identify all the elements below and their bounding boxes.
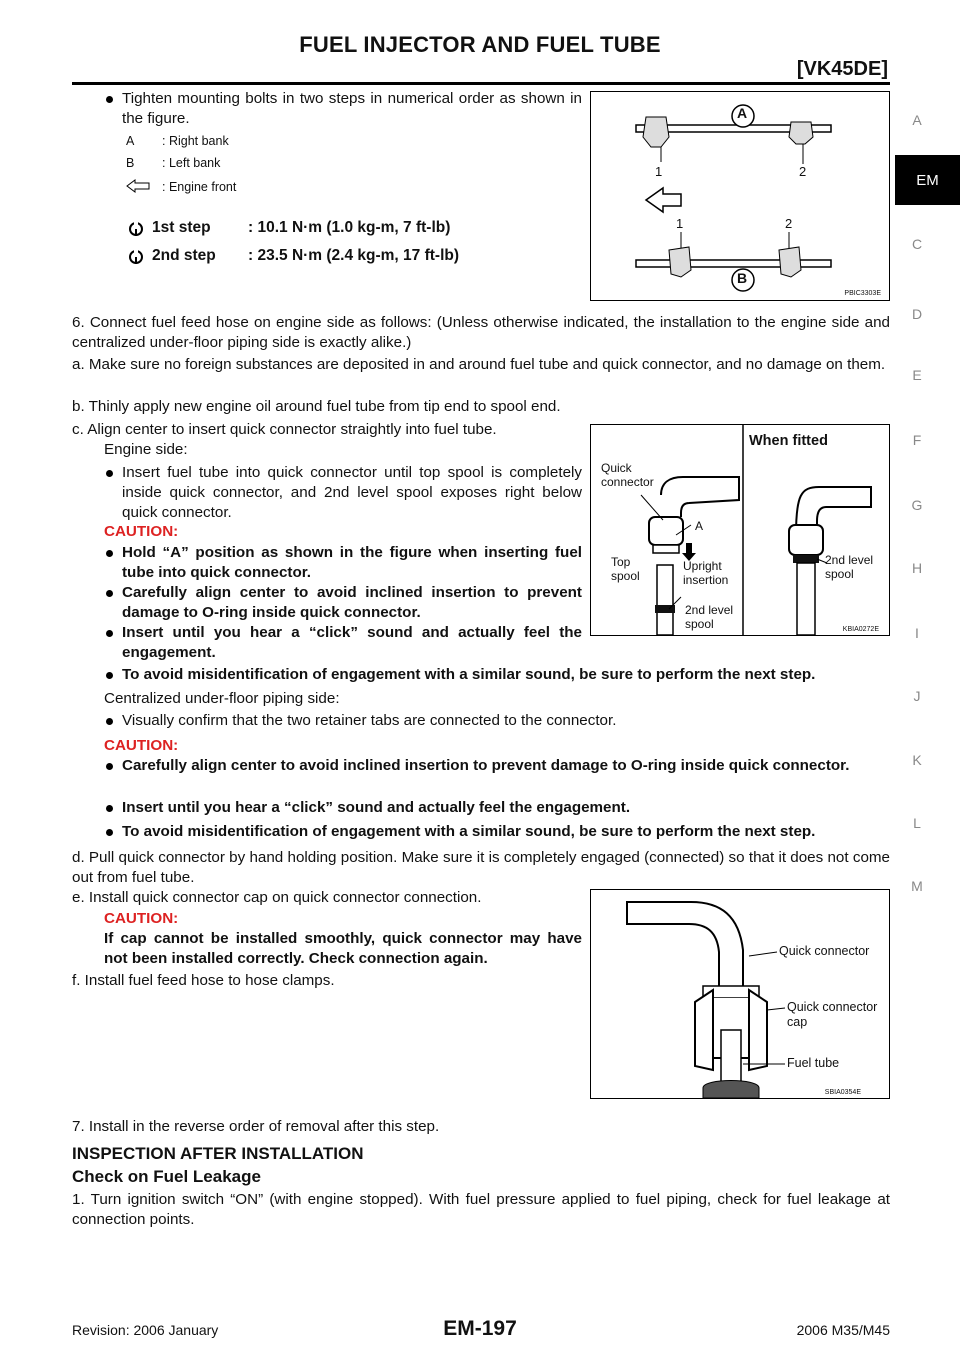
- figure-bolt-order: [590, 91, 890, 301]
- index-letter-k[interactable]: K: [912, 752, 922, 768]
- bolt-label-1: 1: [676, 216, 684, 231]
- legend-left-bank: : Left bank: [162, 156, 221, 170]
- retainer-check: Visually confirm that the two retainer tabs are connected to the connector.: [122, 712, 617, 729]
- legend-key-a: A: [126, 134, 135, 148]
- legend-key-b: B: [126, 156, 135, 170]
- legend-right-bank: : Right bank: [162, 134, 229, 148]
- torque-step-2: 2nd step: [152, 247, 216, 264]
- inspection-step-1: 1. Turn ignition switch “ON” (with engine stopped). With fuel pressure applied to fuel piping, check for fuel leakage at connection points.: [72, 1191, 890, 1228]
- upright-insertion-label: Upright insertion: [683, 559, 729, 587]
- index-letter-h[interactable]: H: [911, 560, 923, 576]
- bullet-dot: [106, 672, 113, 679]
- position-a-label: A: [695, 519, 704, 533]
- page-number: EM-197: [443, 1317, 517, 1340]
- tighten-instruction: Tighten mounting bolts in two steps in numerical order as shown in the figure.: [122, 90, 582, 127]
- insert-instruction: Insert fuel tube into quick connector until top spool is completely inside quick connector, and 2nd level spool exposes right below quick connector.: [122, 464, 582, 521]
- caution-label: CAUTION:: [104, 523, 179, 540]
- inspection-heading: INSPECTION AFTER INSTALLATION: [72, 1144, 364, 1163]
- index-letter-c[interactable]: C: [911, 236, 923, 252]
- engine-code: [VK45DE]: [796, 58, 888, 80]
- figure-code: PBIC3303E: [844, 290, 881, 297]
- index-letter-l[interactable]: L: [913, 815, 921, 831]
- caution-align-2: Carefully align center to avoid inclined insertion to prevent damage to O-ring inside quick connector.: [122, 757, 850, 774]
- index-letter-f[interactable]: F: [912, 432, 922, 448]
- engine-front-arrow-icon: [126, 179, 150, 193]
- legend-engine-front: : Engine front: [162, 180, 237, 194]
- bullet-dot: [106, 805, 113, 812]
- fuel-leakage-heading: Check on Fuel Leakage: [72, 1167, 261, 1186]
- caution-click-2: Insert until you hear a “click” sound and actually feel the engagement.: [122, 799, 631, 816]
- torque-value-2: : 23.5 N·m (2.4 kg-m, 17 ft-lb): [248, 247, 460, 264]
- torque-wrench-icon: [128, 249, 144, 265]
- step-f: f. Install fuel feed hose to hose clamps.: [72, 972, 335, 989]
- caution-click: Insert until you hear a “click” sound and actually feel the engagement.: [122, 624, 582, 661]
- bullet-dot: [106, 630, 113, 637]
- step-d: d. Pull quick connector by hand holding position. Make sure it is completely engaged (connected) so that it does not come out from fuel tube.: [72, 849, 890, 886]
- when-fitted-label: When fitted: [749, 433, 828, 449]
- page-title: FUEL INJECTOR AND FUEL TUBE: [299, 32, 661, 57]
- bullet-dot: [106, 470, 113, 477]
- figure-quick-connector: [590, 424, 890, 636]
- caution-label: CAUTION:: [104, 910, 179, 927]
- figure-code: SBIA0354E: [824, 1089, 861, 1096]
- index-letter-a[interactable]: A: [912, 112, 922, 128]
- bullet-dot: [106, 829, 113, 836]
- quick-connector-label: Quick connector: [601, 461, 654, 489]
- torque-wrench-icon: [128, 221, 144, 237]
- model-name: 2006 M35/M45: [796, 1322, 890, 1338]
- underfloor-label: Centralized under-floor piping side:: [104, 690, 340, 707]
- step-6: 6. Connect fuel feed hose on engine side as follows: (Unless otherwise indicated, the installation to the engine side and centralized under-floor piping side is exactly alike.): [72, 314, 890, 351]
- bullet-dot: [106, 718, 113, 725]
- caution-misidentification-2: To avoid misidentification of engagement with a similar sound, be sure to perform the next step.: [122, 823, 816, 840]
- step-a: a. Make sure no foreign substances are deposited in and around fuel tube and quick connector, and no damage on them.: [72, 356, 886, 373]
- bolt-label-1: 1: [655, 164, 663, 179]
- bullet-dot: [106, 763, 113, 770]
- torque-step-1: 1st step: [152, 219, 211, 236]
- step-7: 7. Install in the reverse order of removal after this step.: [72, 1118, 440, 1135]
- figure-connector-cap: [590, 889, 890, 1099]
- fuel-tube-label: Fuel tube: [787, 1056, 840, 1070]
- bolt-label-2: 2: [799, 164, 807, 179]
- fuel-tube-diagram: [591, 92, 889, 300]
- caution-hold-a: Hold “A” position as shown in the figure when inserting fuel tube into quick connector.: [122, 544, 582, 581]
- step-b: b. Thinly apply new engine oil around fuel tube from tip end to spool end.: [72, 398, 561, 415]
- second-level-spool-label: 2nd level spool: [685, 603, 734, 631]
- index-letter-i[interactable]: I: [915, 625, 919, 641]
- bullet-dot: [106, 590, 113, 597]
- quick-connector-label: Quick connector: [779, 944, 870, 958]
- bolt-label-2: 2: [785, 216, 793, 231]
- second-level-spool-label: 2nd level spool: [825, 553, 874, 581]
- torque-value-1: : 10.1 N·m (1.0 kg-m, 7 ft-lb): [248, 219, 451, 236]
- index-letter-m[interactable]: M: [911, 878, 923, 894]
- figure-code: KBIA0272E: [842, 626, 879, 633]
- index-letter-e[interactable]: E: [912, 367, 922, 383]
- step-e: e. Install quick connector cap on quick connector connection.: [72, 889, 482, 906]
- quick-connector-cap-label: Quick connector cap: [787, 1000, 878, 1029]
- index-tab-em[interactable]: EM: [895, 155, 960, 205]
- engine-side-label: Engine side:: [104, 441, 188, 458]
- label-a: A: [737, 105, 748, 121]
- label-b: B: [737, 270, 748, 286]
- caution-label: CAUTION:: [104, 737, 179, 754]
- top-spool-label: Top spool: [611, 555, 640, 583]
- revision-date: Revision: 2006 January: [72, 1322, 219, 1338]
- connector-cap-diagram: [591, 890, 889, 1098]
- index-letter-g[interactable]: G: [911, 497, 923, 513]
- header-rule: [72, 82, 890, 85]
- step-c: c. Align center to insert quick connector straightly into fuel tube.: [72, 421, 497, 438]
- caution-cap: If cap cannot be installed smoothly, quick connector may have not been installed correctly. Check connection again.: [104, 930, 582, 967]
- bullet-dot: [106, 96, 113, 103]
- index-letter-d[interactable]: D: [911, 306, 923, 322]
- caution-align: Carefully align center to avoid inclined insertion to prevent damage to O-ring inside quick connector.: [122, 584, 582, 621]
- caution-misidentification: To avoid misidentification of engagement with a similar sound, be sure to perform the next step.: [122, 666, 816, 683]
- bullet-dot: [106, 550, 113, 557]
- index-letter-j[interactable]: J: [913, 688, 921, 704]
